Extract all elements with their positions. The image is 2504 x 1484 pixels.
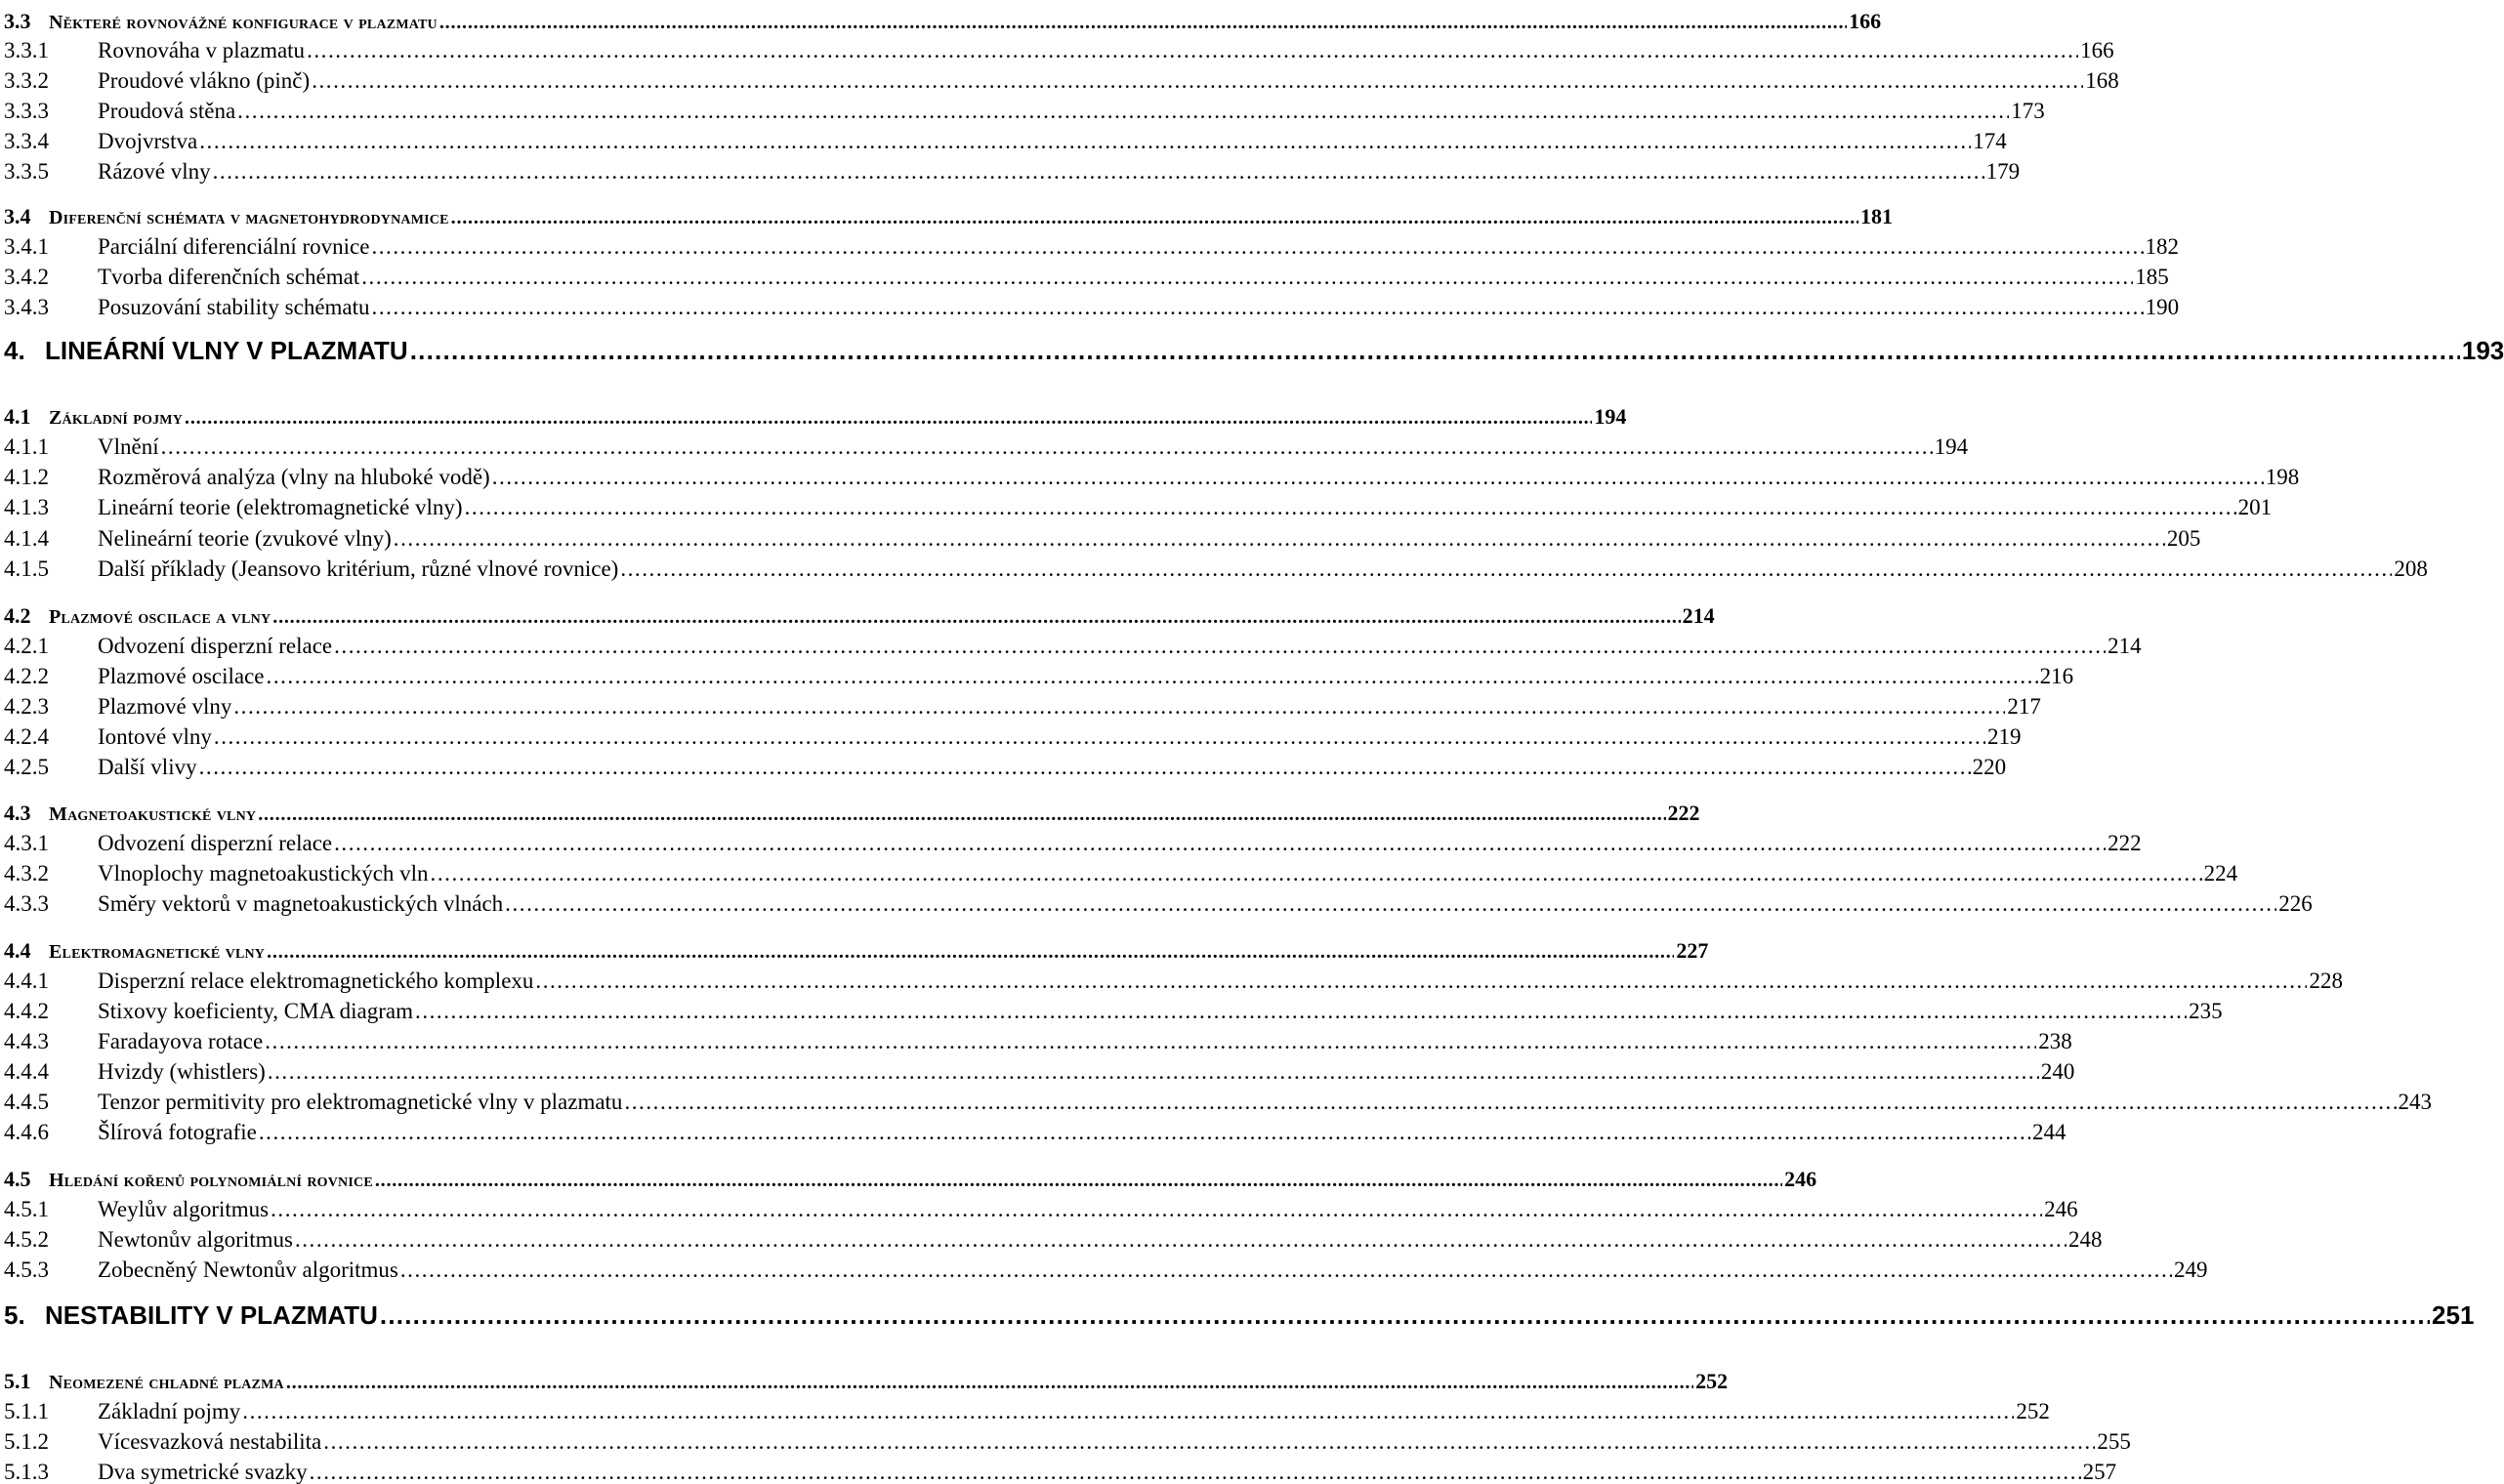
toc-number: 4.4.3: [4, 1029, 49, 1053]
toc-subsection[interactable]: [0, 825, 2142, 855]
toc-subsection[interactable]: [0, 1053, 2075, 1084]
toc-page-number: 179: [1985, 159, 2021, 184]
toc-page-number: 246: [1784, 1167, 1817, 1191]
toc-number: 4.3.1: [4, 831, 49, 855]
dot-leader: [334, 635, 2106, 657]
toc-number: 3.4.2: [4, 265, 49, 289]
toc-number: 4.2.1: [4, 634, 49, 658]
toc-number: 5.: [4, 1300, 25, 1330]
toc-section[interactable]: [0, 932, 1709, 963]
toc-subsection[interactable]: [0, 1221, 2103, 1252]
toc-section[interactable]: [0, 598, 1715, 628]
toc-title: Směry vektorů v magnetoakustických vlnách: [98, 891, 504, 916]
toc-page-number: 238: [2038, 1029, 2072, 1053]
dot-leader: [620, 557, 2392, 580]
toc-page-number: 243: [2398, 1090, 2432, 1114]
toc-title: Hledání kořenů polynomiální rovnice: [49, 1170, 373, 1191]
toc-title: Základní pojmy: [49, 407, 184, 429]
toc-page-number: 220: [1972, 755, 2007, 779]
dot-leader: [233, 695, 2005, 718]
dot-leader: [310, 1461, 2081, 1483]
toc-title: NESTABILITY V PLAZMATU: [45, 1300, 378, 1330]
toc-title: Diferenční schémata v magnetohydrodynamice: [49, 207, 449, 228]
toc-title: Rovnováha v plazmatu: [98, 38, 306, 62]
dot-leader: [415, 1000, 2187, 1022]
toc-title: Iontové vlny: [98, 724, 212, 749]
toc-subsection[interactable]: [0, 62, 2119, 93]
toc-page-number: 252: [1695, 1369, 1729, 1393]
dot-leader: [242, 1400, 2014, 1422]
toc-number: 4.1.4: [4, 526, 49, 551]
toc-title: Tenzor permitivity pro elektromagnetické vlny v plazmatu: [98, 1090, 623, 1114]
toc-page-number: 227: [1676, 938, 1709, 963]
toc-subsection[interactable]: [0, 459, 2300, 489]
toc-section[interactable]: [0, 1161, 1817, 1191]
toc-title: Plazmové oscilace: [98, 664, 265, 688]
toc-page-number: 185: [2135, 265, 2169, 289]
dot-leader: [535, 969, 2307, 992]
toc-page-number: 246: [2044, 1197, 2078, 1221]
toc-page-number: 166: [2080, 38, 2114, 62]
toc-subsection[interactable]: [0, 719, 2022, 749]
toc-page-number: 194: [1594, 404, 1627, 429]
toc-title: Vlnoplochy magnetoakustických vln: [98, 861, 429, 886]
toc-subsection[interactable]: [0, 520, 2201, 551]
dot-leader: [258, 804, 1665, 824]
toc-page-number: 217: [2007, 694, 2041, 719]
dot-leader: [394, 527, 2165, 550]
dot-leader: [237, 100, 2009, 122]
toc-page-number: 219: [1986, 724, 2022, 749]
toc-number: 4.3.2: [4, 861, 49, 886]
toc-page-number: 224: [2203, 861, 2238, 886]
toc-subsection[interactable]: [0, 289, 2180, 319]
toc-title: Další vlivy: [98, 755, 197, 779]
toc-title: Stixovy koeficienty, CMA diagram: [98, 999, 414, 1023]
toc-number: 4.1.2: [4, 465, 49, 489]
toc-title: Proudová stěna: [98, 99, 236, 123]
toc-subsection[interactable]: [0, 153, 2021, 184]
toc-number: 4.3.3: [4, 891, 49, 916]
toc-subsection[interactable]: [0, 886, 2313, 916]
toc-page-number: 193: [2461, 336, 2504, 365]
dot-leader: [199, 130, 1971, 152]
toc-title: Vícesvazková nestabilita: [98, 1429, 322, 1454]
toc-page-number: 226: [2278, 891, 2313, 916]
dot-leader: [431, 862, 2202, 885]
toc-number: 4.1.3: [4, 495, 49, 519]
toc-title: Základní pojmy: [98, 1399, 241, 1423]
toc-number: 4.5.2: [4, 1227, 49, 1252]
toc-page-number: 248: [2068, 1227, 2103, 1252]
toc-number: 4.5.3: [4, 1257, 49, 1282]
toc-page-number: 214: [2108, 634, 2142, 658]
toc-number: 4.2.5: [4, 755, 49, 779]
dot-leader: [259, 1121, 2030, 1143]
dot-leader: [400, 1258, 2172, 1281]
toc-number: 4.2.2: [4, 664, 49, 688]
toc-page-number: 190: [2145, 295, 2180, 319]
toc-title: Tvorba diferenčních schémat: [98, 265, 360, 289]
toc-number: 3.4.3: [4, 295, 49, 319]
toc-number: 3.4.1: [4, 234, 49, 259]
toc-page-number: 222: [1667, 801, 1700, 825]
toc-number: 5.1.2: [4, 1429, 49, 1454]
toc-number: 5.1.1: [4, 1399, 49, 1423]
toc-page-number: 208: [2394, 556, 2428, 581]
toc-number: 4.1.5: [4, 556, 49, 581]
toc-subsection[interactable]: [0, 1191, 2078, 1221]
toc-title: Weylův algoritmus: [98, 1197, 270, 1221]
toc-number: 4.5: [4, 1167, 31, 1191]
dot-leader: [465, 496, 2236, 518]
toc-subsection[interactable]: [0, 628, 2142, 658]
toc-title: Hvizdy (whistlers): [98, 1059, 266, 1084]
toc-number: 5.1.3: [4, 1460, 49, 1484]
dot-leader: [624, 1091, 2396, 1113]
toc-number: 4.4.2: [4, 999, 49, 1023]
toc-subsection[interactable]: [0, 1114, 2066, 1144]
dot-leader: [371, 235, 2143, 258]
toc-subsection[interactable]: [0, 1084, 2432, 1114]
dot-leader: [265, 1030, 2036, 1052]
toc-page-number: 174: [1973, 129, 2007, 153]
dot-leader: [267, 665, 2038, 687]
toc-title: Odvození disperzní relace: [98, 831, 333, 855]
toc-page-number: 205: [2166, 526, 2201, 551]
dot-leader: [214, 725, 1985, 748]
toc-page-number: 216: [2039, 664, 2074, 688]
toc-number: 4.5.1: [4, 1197, 49, 1221]
dot-leader: [267, 942, 1674, 962]
toc-title: Parciální diferenciální rovnice: [98, 234, 370, 259]
toc-number: 3.3.3: [4, 99, 49, 123]
dot-leader: [271, 1198, 2042, 1220]
toc-subsection[interactable]: [0, 429, 1969, 459]
toc-title: Dva symetrické svazky: [98, 1460, 308, 1484]
toc-page-number: 194: [1934, 434, 1969, 459]
toc-title: Šlírová fotografie: [98, 1120, 257, 1144]
toc-number: 4.4.1: [4, 969, 49, 993]
toc-subsection[interactable]: [0, 855, 2238, 886]
toc-number: 4.1.1: [4, 434, 49, 459]
toc-page-number: 251: [2432, 1300, 2475, 1330]
toc-title: LINEÁRNÍ VLNY V PLAZMATU: [45, 336, 408, 365]
dot-leader: [272, 607, 1680, 627]
dot-leader: [451, 208, 1858, 227]
dot-leader: [199, 756, 1971, 778]
dot-leader: [380, 1302, 2430, 1328]
toc-title: Lineární teorie (elektromagnetické vlny): [98, 495, 463, 519]
toc-page-number: 257: [2082, 1460, 2117, 1484]
toc-subsection[interactable]: [0, 658, 2074, 688]
toc-number: 4.3: [4, 801, 31, 825]
toc-page-number: 166: [1849, 9, 1882, 33]
toc-page-number: 198: [2265, 465, 2300, 489]
toc-title: Další příklady (Jeansovo kritérium, různé vlnové rovnice): [98, 556, 619, 581]
toc-title: Nelineární teorie (zvukové vlny): [98, 526, 392, 551]
toc-subsection[interactable]: [0, 963, 2343, 993]
toc-page-number: 244: [2031, 1120, 2066, 1144]
dot-leader: [268, 1060, 2039, 1083]
toc-number: 4.4.6: [4, 1120, 49, 1144]
toc-subsection[interactable]: [0, 259, 2169, 289]
toc-title: Elektromagnetické vlny: [49, 941, 266, 963]
toc-title: Zobecněný Newtonův algoritmus: [98, 1257, 398, 1282]
dot-leader: [161, 435, 1933, 458]
toc-subsection[interactable]: [0, 93, 2045, 123]
dot-leader: [372, 296, 2144, 318]
toc-number: 3.4: [4, 204, 31, 228]
toc-page-number: 201: [2237, 495, 2273, 519]
toc-page-number: 222: [2108, 831, 2142, 855]
toc-subsection[interactable]: [0, 1023, 2072, 1053]
dot-leader: [185, 408, 1592, 428]
toc-page-number: 182: [2145, 234, 2179, 259]
dot-leader: [323, 1430, 2095, 1453]
toc-title: Posuzování stability schématu: [98, 295, 370, 319]
toc-number: 4.2.4: [4, 724, 49, 749]
toc-page-number: 173: [2011, 99, 2045, 123]
toc-section[interactable]: [0, 795, 1700, 825]
toc-page-number: 240: [2040, 1059, 2075, 1084]
dot-leader: [361, 266, 2133, 288]
toc-title: Neomezené chladné plazma: [49, 1372, 284, 1393]
toc-chapter[interactable]: [0, 334, 2504, 365]
dot-leader: [410, 338, 2460, 363]
toc-page-number: 181: [1859, 204, 1893, 228]
toc-subsection[interactable]: [0, 749, 2007, 779]
dot-leader: [334, 832, 2106, 854]
toc-title: Proudové vlákno (pinč): [98, 68, 311, 93]
dot-leader: [439, 13, 1847, 32]
toc-subsection[interactable]: [0, 489, 2273, 519]
toc-number: 4.4: [4, 938, 31, 963]
toc-number: 3.3.2: [4, 68, 49, 93]
toc-title: Magnetoakustické vlny: [49, 804, 257, 825]
toc-subsection[interactable]: [0, 1252, 2208, 1282]
toc-title: Faradayova rotace: [98, 1029, 264, 1053]
toc-title: Plazmové oscilace a vlny: [49, 606, 271, 628]
toc-number: 4.2: [4, 603, 31, 628]
toc-page-number: 168: [2085, 68, 2119, 93]
toc-number: 3.3: [4, 9, 31, 33]
toc-number: 4.: [4, 336, 25, 365]
toc-subsection[interactable]: [0, 1423, 2131, 1454]
dot-leader: [307, 39, 2078, 62]
toc-page-number: 252: [2016, 1399, 2050, 1423]
toc-section[interactable]: [0, 1363, 1729, 1393]
toc-title: Dvojvrstva: [98, 129, 198, 153]
toc-title: Vlnění: [98, 434, 159, 459]
toc-title: Některé rovnovážné konfigurace v plazmatu: [49, 12, 438, 33]
toc-title: Rozměrová analýza (vlny na hluboké vodě): [98, 465, 490, 489]
toc-title: Newtonův algoritmus: [98, 1227, 293, 1252]
toc-subsection[interactable]: [0, 688, 2041, 719]
toc-subsection[interactable]: [0, 228, 2179, 259]
dot-leader: [295, 1228, 2066, 1251]
toc-number: 4.4.4: [4, 1059, 49, 1084]
dot-leader: [505, 892, 2276, 915]
toc-page-number: 228: [2309, 969, 2343, 993]
toc-number: 5.1: [4, 1369, 31, 1393]
dot-leader: [213, 160, 1984, 183]
toc-title: Plazmové vlny: [98, 694, 232, 719]
toc-section[interactable]: [0, 398, 1627, 429]
toc-number: 3.3.4: [4, 129, 49, 153]
toc-page-number: 214: [1682, 603, 1715, 628]
toc-section[interactable]: [0, 198, 1893, 228]
toc-subsection[interactable]: [0, 1393, 2050, 1423]
toc-page-number: 235: [2189, 999, 2223, 1023]
toc-subsection[interactable]: [0, 32, 2114, 62]
toc-subsection[interactable]: [0, 993, 2223, 1023]
toc-number: 4.2.3: [4, 694, 49, 719]
toc-subsection[interactable]: [0, 1454, 2117, 1484]
toc-number: 3.3.5: [4, 159, 49, 184]
dot-leader: [286, 1373, 1693, 1392]
toc-subsection[interactable]: [0, 551, 2428, 581]
toc-number: 4.4.5: [4, 1090, 49, 1114]
toc-title: Disperzní relace elektromagnetického komplexu: [98, 969, 534, 993]
toc-number: 3.3.1: [4, 38, 49, 62]
toc-number: 4.1: [4, 404, 31, 429]
toc-chapter[interactable]: [0, 1298, 2475, 1330]
toc-title: Rázové vlny: [98, 159, 211, 184]
toc-section[interactable]: [0, 3, 1882, 33]
dot-leader: [312, 69, 2083, 92]
toc-title: Odvození disperzní relace: [98, 634, 333, 658]
toc-subsection[interactable]: [0, 123, 2007, 153]
dot-leader: [375, 1171, 1782, 1190]
toc-page-number: 255: [2097, 1429, 2131, 1454]
dot-leader: [492, 466, 2264, 488]
toc-page-number: 249: [2173, 1257, 2208, 1282]
